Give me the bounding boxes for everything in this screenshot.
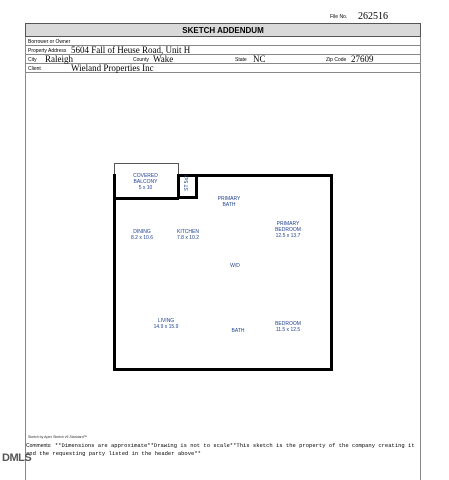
unit-top-wall-right xyxy=(196,174,333,177)
client-label: Client xyxy=(28,66,41,72)
room-dining-name: DINING xyxy=(133,229,151,235)
room-storage-name: ST xyxy=(184,184,190,191)
mls-logo: DMLS xyxy=(2,452,32,464)
room-bedroom-dims: 11.5 x 12.5 xyxy=(275,327,301,333)
file-no-label: File No. xyxy=(330,14,348,20)
room-wd-name: W/D xyxy=(230,263,240,269)
client-row xyxy=(25,64,421,73)
sketched-by-note: Sketch by Apex Sketch v5 Standard™ xyxy=(28,435,88,439)
borrower-label: Borrower or Owner xyxy=(28,39,71,45)
comments-text: **Dimensions are approximate**Drawing is not to scale**This sketch is the property of the company creating it and the requesting party listed in the header above** xyxy=(26,442,415,457)
comments xyxy=(26,442,418,457)
property-label: Property Address xyxy=(28,48,67,54)
room-storage-dims: 5x3 xyxy=(184,175,190,184)
room-living xyxy=(146,318,186,330)
room-kitchen-dims: 7.8 x 10.2 xyxy=(177,235,199,241)
county-label: County xyxy=(133,57,149,63)
room-primary-bedroom-dims: 12.5 x 13.7 xyxy=(275,233,301,239)
state-label: State xyxy=(235,57,247,63)
county-value: Wake xyxy=(153,54,174,64)
room-dining-dims: 8.2 x 10.6 xyxy=(131,235,153,241)
room-kitchen xyxy=(170,229,206,241)
state-value: NC xyxy=(253,54,266,64)
file-no-value: 262516 xyxy=(358,11,388,22)
comments-label: Comments: xyxy=(26,443,52,449)
zip-label: Zip Code xyxy=(326,57,347,63)
property-value: 5604 Fall of Heuse Road, Unit H xyxy=(71,45,191,55)
city-value: Raleigh xyxy=(45,54,73,64)
zip-value: 27609 xyxy=(351,54,374,64)
unit-top-wall-left xyxy=(113,197,179,200)
city-label: City xyxy=(28,57,37,63)
room-primary-bedroom-name: PRIMARY BEDROOM xyxy=(275,221,301,233)
room-bath xyxy=(226,328,250,334)
room-bedroom xyxy=(268,321,308,333)
room-living-dims: 14.9 x 15.9 xyxy=(153,324,179,330)
room-balcony-dims: 5 x 10 xyxy=(138,185,153,191)
room-storage xyxy=(184,174,190,192)
room-living-name: LIVING xyxy=(157,318,175,324)
room-balcony-name: COVERED BALCONY xyxy=(133,173,158,185)
room-balcony xyxy=(118,173,173,191)
room-bath-name: BATH xyxy=(231,328,245,334)
page-title: SKETCH ADDENDUM xyxy=(25,23,421,37)
client-value: Wieland Properties Inc xyxy=(71,63,154,73)
room-wd xyxy=(224,263,246,269)
room-primary-bath-name: PRIMARY BATH xyxy=(217,196,241,208)
room-dining xyxy=(124,229,160,241)
room-bedroom-name: BEDROOM xyxy=(275,321,301,327)
room-primary-bedroom xyxy=(268,221,308,239)
room-primary-bath xyxy=(212,196,246,208)
room-kitchen-name: KITCHEN xyxy=(177,229,199,235)
